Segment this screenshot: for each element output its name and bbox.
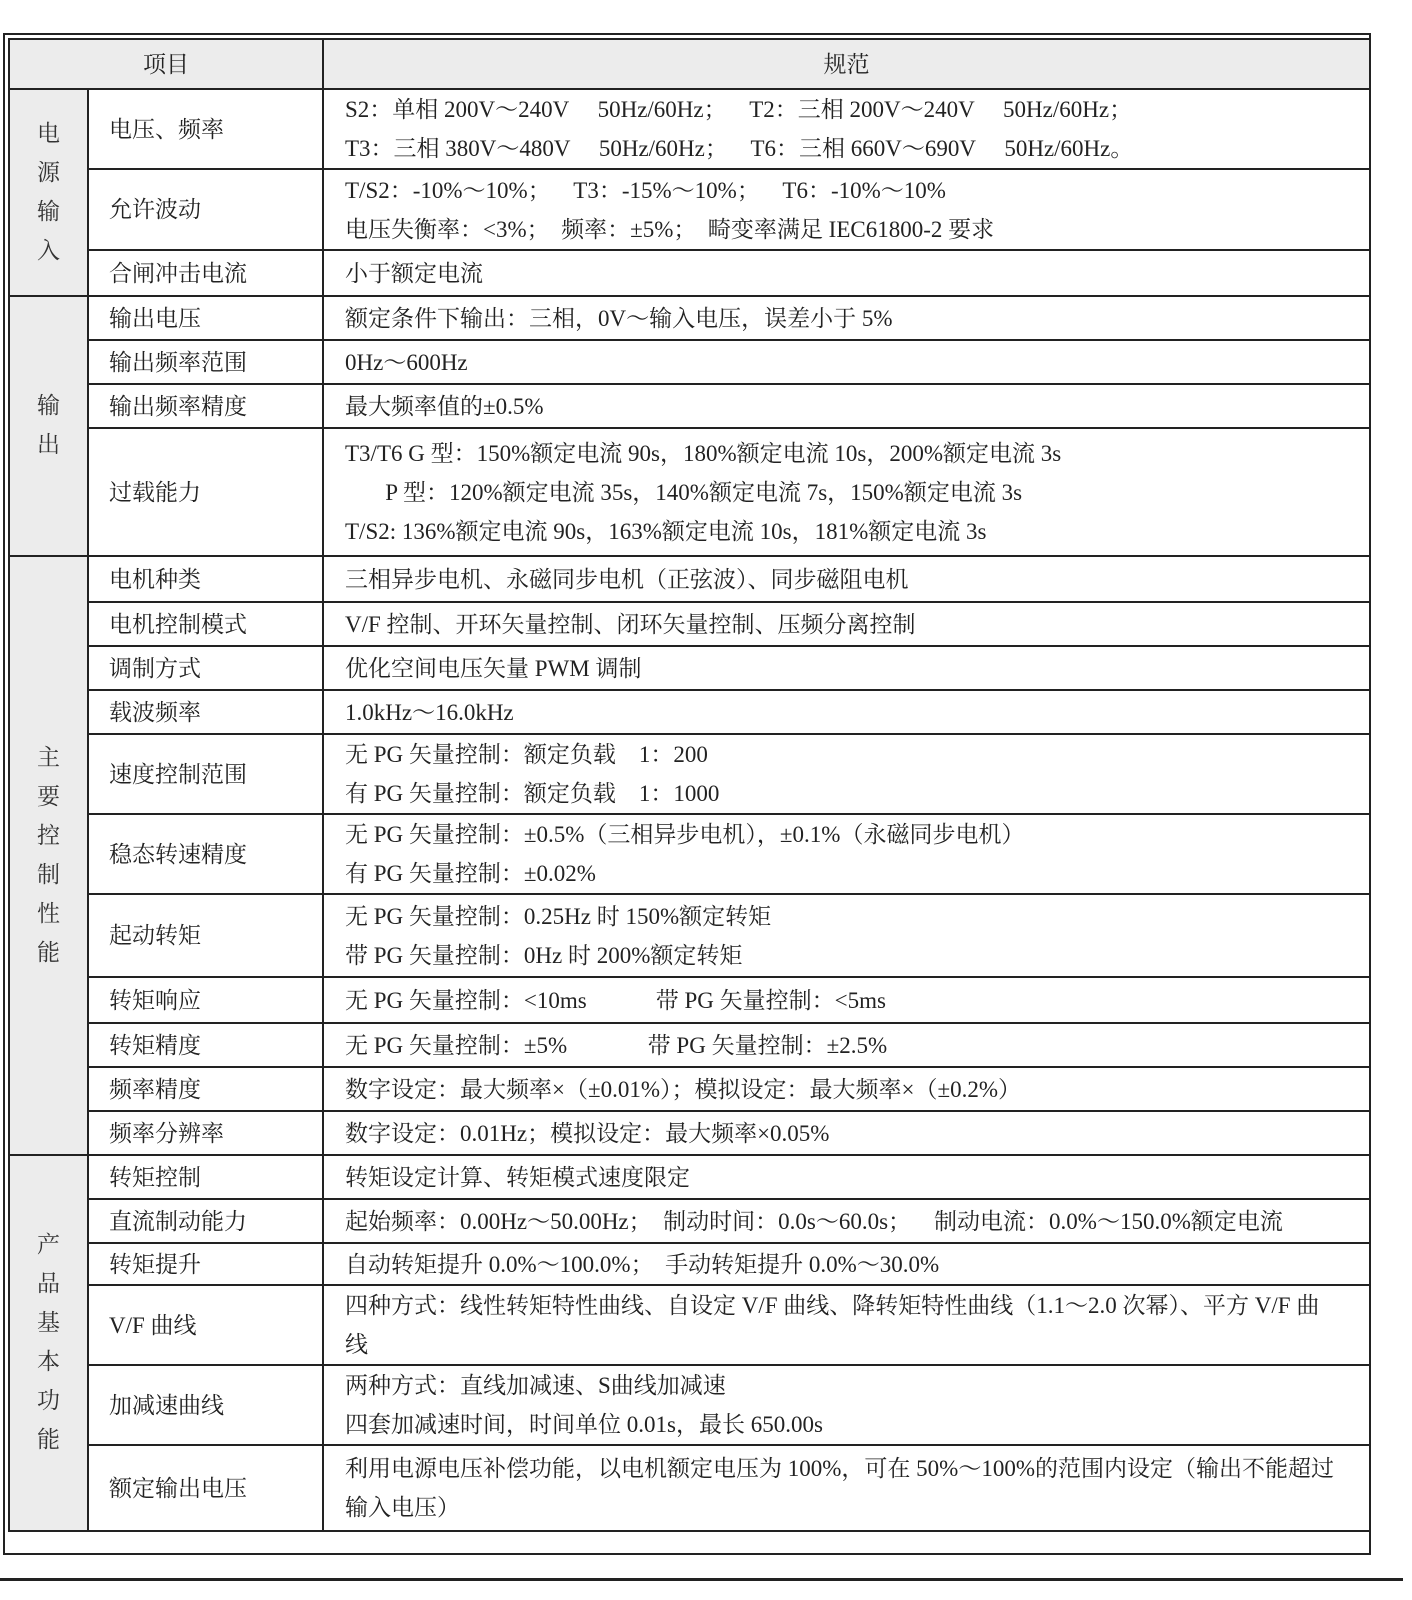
spec-line: 0Hz～600Hz [345, 349, 468, 375]
spec-line: 无 PG 矢量控制：<10ms 带 PG 矢量控制：<5ms [345, 987, 886, 1013]
spec-line: 无 PG 矢量控制：±5% 带 PG 矢量控制：±2.5% [345, 1032, 888, 1058]
section-label-char: 产 [37, 1232, 60, 1258]
spec-value [323, 1023, 1370, 1067]
table-row [9, 169, 1370, 250]
spec-table-container [8, 38, 1369, 1523]
item-name: V/F 曲线 [88, 1285, 323, 1365]
spec-value [323, 1243, 1370, 1285]
spec-line: 小于额定电流 [345, 260, 483, 286]
spec-value [323, 1365, 1370, 1445]
item-name: 转矩控制 [88, 1155, 323, 1199]
table-row [9, 1155, 1370, 1199]
spec-value [323, 814, 1370, 894]
header-item: 项目 [9, 39, 323, 89]
spec-value [323, 1199, 1370, 1243]
table-header-row [9, 39, 1370, 89]
spec-line: 输入电压） [345, 1495, 460, 1520]
item-name: 电机控制模式 [88, 602, 323, 646]
spec-value [323, 428, 1370, 556]
page-bottom-rule [0, 1578, 1403, 1581]
item-name: 直流制动能力 [88, 1199, 323, 1243]
item-name: 转矩提升 [88, 1243, 323, 1285]
item-name: 加减速曲线 [88, 1365, 323, 1445]
section-label-char: 功 [37, 1388, 60, 1414]
item-name: 允许波动 [88, 169, 323, 250]
spec-value [323, 340, 1370, 384]
spec-line: 数字设定：0.01Hz；模拟设定：最大频率×0.05% [345, 1120, 830, 1146]
table-row [9, 646, 1370, 690]
table-row [9, 1023, 1370, 1067]
spec-value [323, 1111, 1370, 1155]
table-row [9, 384, 1370, 428]
table-row [9, 690, 1370, 734]
section-label-char: 入 [37, 237, 60, 264]
table-row [9, 1365, 1370, 1445]
table-row [9, 340, 1370, 384]
item-name: 转矩精度 [88, 1023, 323, 1067]
spec-line: T/S2：-10%～10%； T3：-15%～10%； T6：-10%～10% [345, 177, 946, 203]
item-name: 调制方式 [88, 646, 323, 690]
spec-line: 1.0kHz～16.0kHz [345, 699, 514, 725]
spec-line: P 型：120%额定电流 35s，140%额定电流 7s，150%额定电流 3s [345, 479, 1023, 505]
section-label-char: 基 [37, 1310, 60, 1336]
spec-line: 有 PG 矢量控制：±0.02% [345, 861, 596, 886]
spec-line: 三相异步电机、永磁同步电机（正弦波）、同步磁阻电机 [345, 566, 909, 592]
section-label-char: 制 [37, 861, 60, 888]
section-label [9, 89, 88, 296]
header-spec: 规范 [323, 39, 1370, 89]
item-name: 稳态转速精度 [88, 814, 323, 894]
spec-value [323, 296, 1370, 340]
table-row [9, 977, 1370, 1023]
table-row [9, 250, 1370, 296]
table-row [9, 1445, 1370, 1531]
section-label-char: 输 [37, 198, 60, 225]
spec-line: V/F 控制、开环矢量控制、闭环矢量控制、压频分离控制 [345, 611, 916, 637]
item-name: 起动转矩 [88, 894, 323, 977]
table-row [9, 1111, 1370, 1155]
spec-value [323, 734, 1370, 814]
item-name: 输出频率范围 [88, 340, 323, 384]
spec-value [323, 646, 1370, 690]
table-row [9, 814, 1370, 894]
table-row [9, 1285, 1370, 1365]
spec-value [323, 977, 1370, 1023]
spec-line: 无 PG 矢量控制：±0.5%（三相异步电机），±0.1%（永磁同步电机） [345, 822, 1025, 847]
spec-value [323, 894, 1370, 977]
item-name: 载波频率 [88, 690, 323, 734]
section-label-char: 要 [37, 783, 60, 810]
table-row [9, 1067, 1370, 1111]
section-label-char: 输 [37, 393, 60, 419]
item-name: 电机种类 [88, 556, 323, 602]
spec-table [8, 38, 1371, 1532]
table-row [9, 602, 1370, 646]
spec-value [323, 89, 1370, 169]
spec-line: 起始频率：0.00Hz～50.00Hz； 制动时间：0.0s～60.0s； 制动电流：0.0%～150.0%额定电流 [345, 1208, 1283, 1234]
spec-line: 优化空间电压矢量 PWM 调制 [345, 655, 642, 681]
spec-line: 利用电源电压补偿功能，以电机额定电压为 100%，可在 50%～100%的范围内设定（输出不能超过 [345, 1456, 1334, 1481]
table-row [9, 734, 1370, 814]
section-label-char: 控 [37, 822, 60, 849]
spec-line: 有 PG 矢量控制：额定负载 1：1000 [345, 781, 720, 806]
section-label-char: 能 [37, 1427, 60, 1453]
spec-value [323, 556, 1370, 602]
spec-line: 无 PG 矢量控制：0.25Hz 时 150%额定转矩 [345, 903, 772, 929]
spec-line: T3：三相 380V～480V 50Hz/60Hz； T6：三相 660V～690V 50Hz/60Hz。 [345, 136, 1134, 161]
item-name: 转矩响应 [88, 977, 323, 1023]
section-label-char: 本 [37, 1349, 60, 1375]
section-label-char: 性 [37, 900, 60, 927]
spec-value [323, 1067, 1370, 1111]
table-row [9, 428, 1370, 556]
spec-value [323, 690, 1370, 734]
spec-line: 数字设定：最大频率×（±0.01%）；模拟设定：最大频率×（±0.2%） [345, 1076, 1022, 1102]
item-name: 频率分辨率 [88, 1111, 323, 1155]
spec-line: 带 PG 矢量控制：0Hz 时 200%额定转矩 [345, 942, 743, 968]
table-row [9, 89, 1370, 169]
table-row [9, 894, 1370, 977]
section-label-char: 主 [37, 744, 60, 771]
spec-value [323, 169, 1370, 250]
spec-line: T/S2: 136%额定电流 90s，163%额定电流 10s，181%额定电流 3s [345, 518, 987, 544]
item-name: 输出频率精度 [88, 384, 323, 428]
section-label [9, 556, 88, 1155]
item-name: 电压、频率 [88, 89, 323, 169]
item-name: 合闸冲击电流 [88, 250, 323, 296]
item-name: 过载能力 [88, 428, 323, 556]
spec-line: S2：单相 200V～240V 50Hz/60Hz； T2：三相 200V～240V 50Hz/60Hz； [345, 97, 1133, 122]
spec-value [323, 602, 1370, 646]
item-name: 输出电压 [88, 296, 323, 340]
table-row [9, 556, 1370, 602]
spec-line: 电压失衡率：<3%； 频率：±5%； 畸变率满足 IEC61800-2 要求 [345, 216, 995, 242]
spec-value [323, 384, 1370, 428]
spec-line: 自动转矩提升 0.0%～100.0%； 手动转矩提升 0.0%～30.0% [345, 1251, 940, 1277]
spec-line: 最大频率值的±0.5% [345, 393, 544, 419]
spec-value [323, 1285, 1370, 1365]
section-label [9, 1155, 88, 1531]
item-name: 频率精度 [88, 1067, 323, 1111]
spec-line: 两种方式：直线加减速、S曲线加减速 [345, 1373, 726, 1398]
table-row [9, 1243, 1370, 1285]
item-name: 额定输出电压 [88, 1445, 323, 1531]
table-row [9, 296, 1370, 340]
section-label-char: 出 [37, 432, 60, 458]
section-label [9, 296, 88, 556]
spec-line: 四套加减速时间，时间单位 0.01s，最长 650.00s [345, 1412, 823, 1437]
spec-value [323, 250, 1370, 296]
spec-line: T3/T6 G 型：150%额定电流 90s，180%额定电流 10s，200%额定电流 3s [345, 440, 1062, 466]
spec-value [323, 1445, 1370, 1531]
item-name: 速度控制范围 [88, 734, 323, 814]
section-label-char: 源 [37, 159, 60, 186]
spec-line: 线 [345, 1332, 368, 1357]
table-body [9, 89, 1370, 1531]
spec-value [323, 1155, 1370, 1199]
section-label-char: 能 [37, 939, 60, 966]
section-label-char: 品 [37, 1271, 60, 1297]
spec-line: 额定条件下输出：三相，0V～输入电压，误差小于 5% [345, 305, 893, 331]
spec-line: 四种方式：线性转矩特性曲线、自设定 V/F 曲线、降转矩特性曲线（1.1～2.0 次幂）、平方 V/F 曲 [345, 1293, 1320, 1318]
table-row [9, 1199, 1370, 1243]
spec-line: 无 PG 矢量控制：额定负载 1：200 [345, 742, 708, 767]
spec-line: 转矩设定计算、转矩模式速度限定 [345, 1164, 690, 1190]
section-label-char: 电 [37, 120, 60, 147]
